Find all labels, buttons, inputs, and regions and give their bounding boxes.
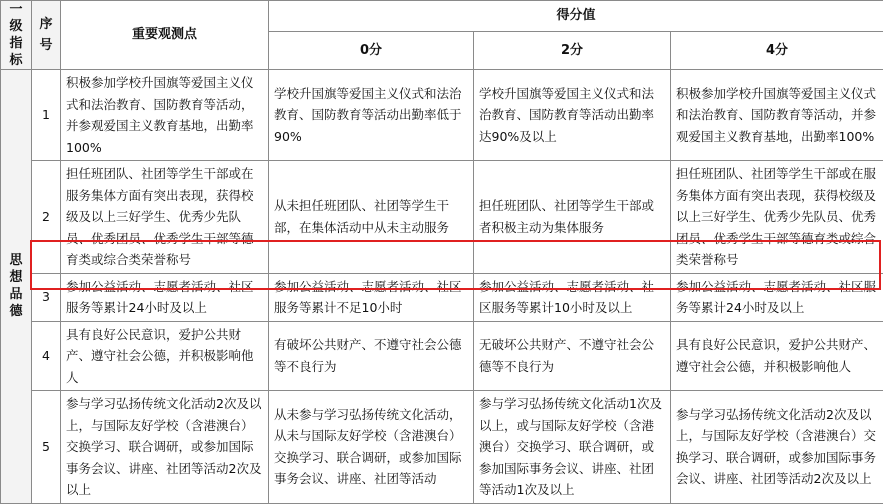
- table-row: [1, 321, 883, 391]
- category-cell: 思想品德: [1, 70, 32, 504]
- score-2-text: 担任班团队、社团等学生干部或者积极主动为集体服务: [474, 161, 671, 274]
- observation-point: 参与学习弘扬传统文化活动2次及以上，与国际友好学校（含港澳台）交换学习、联合调研，或参加国际事务会议、讲座、社团等活动2次及以上: [61, 391, 269, 504]
- score-4-text: 担任班团队、社团等学生干部或在服务集体方面有突出表现，获得校级及以上三好学生、优秀少先队员、优秀团员、优秀学生干部等德育类或综合类荣誉称号: [671, 161, 883, 274]
- header-point: 重要观测点: [61, 1, 269, 70]
- row-no: 4: [32, 321, 61, 391]
- table-row-highlighted: [1, 273, 883, 321]
- score-4-text: 参加公益活动、志愿者活动、社区服务等累计24小时及以上: [671, 273, 883, 321]
- row-no: 2: [32, 161, 61, 274]
- score-2-text: 无破坏公共财产、不遵守社会公德等不良行为: [474, 321, 671, 391]
- score-0-text: 学校升国旗等爱国主义仪式和法治教育、国防教育等活动出勤率低于90%: [269, 70, 474, 161]
- row-no: 3: [32, 273, 61, 321]
- observation-point: 具有良好公民意识，爱护公共财产、遵守社会公德，并积极影响他人: [61, 321, 269, 391]
- score-4-text: 具有良好公民意识，爱护公共财产、遵守社会公德，并积极影响他人: [671, 321, 883, 391]
- score-2-text: 参与学习弘扬传统文化活动1次及以上，或与国际友好学校（含港澳台）交换学习、联合调研，或参加国际事务会议、讲座、社团等活动1次及以上: [474, 391, 671, 504]
- score-4-text: 参与学习弘扬传统文化活动2次及以上，与国际友好学校（含港澳台）交换学习、联合调研，或参加国际事务会议、讲座、社团等活动2次及以上: [671, 391, 883, 504]
- score-0-text: 从未参与学习弘扬传统文化活动，从未与国际友好学校（含港澳台）交换学习、联合调研，或参加国际事务会议、讲座、社团等活动: [269, 391, 474, 504]
- score-2-text: 参加公益活动、志愿者活动、社区服务等累计10小时及以上: [474, 273, 671, 321]
- header-score-2: 2分: [474, 31, 671, 69]
- table-row: [1, 391, 883, 504]
- row-no: 1: [32, 70, 61, 161]
- header-score-4: 4分: [671, 31, 883, 69]
- header-score: 得分值: [269, 1, 883, 32]
- header-no: 序号: [32, 1, 61, 70]
- row-no: 5: [32, 391, 61, 504]
- observation-point: 参加公益活动、志愿者活动、社区服务等累计24小时及以上: [61, 273, 269, 321]
- observation-point: 积极参加学校升国旗等爱国主义仪式和法治教育、国防教育等活动，并参观爱国主义教育基地，出勤率100%: [61, 70, 269, 161]
- score-0-text: 从未担任班团队、社团等学生干部，在集体活动中从未主动服务: [269, 161, 474, 274]
- score-0-text: 参加公益活动、志愿者活动、社区服务等累计不足10小时: [269, 273, 474, 321]
- header-category: 一级指标: [1, 1, 32, 70]
- observation-point: 担任班团队、社团等学生干部或在服务集体方面有突出表现，获得校级及以上三好学生、优秀少先队员、优秀团员、优秀学生干部等德育类或综合类荣誉称号: [61, 161, 269, 274]
- score-4-text: 积极参加学校升国旗等爱国主义仪式和法治教育、国防教育等活动，并参观爱国主义教育基地，出勤率100%: [671, 70, 883, 161]
- table-row: [1, 70, 883, 161]
- table-row: [1, 161, 883, 274]
- header-score-0: 0分: [269, 31, 474, 69]
- score-0-text: 有破坏公共财产、不遵守社会公德等不良行为: [269, 321, 474, 391]
- score-2-text: 学校升国旗等爱国主义仪式和法治教育、国防教育等活动出勤率达90%及以上: [474, 70, 671, 161]
